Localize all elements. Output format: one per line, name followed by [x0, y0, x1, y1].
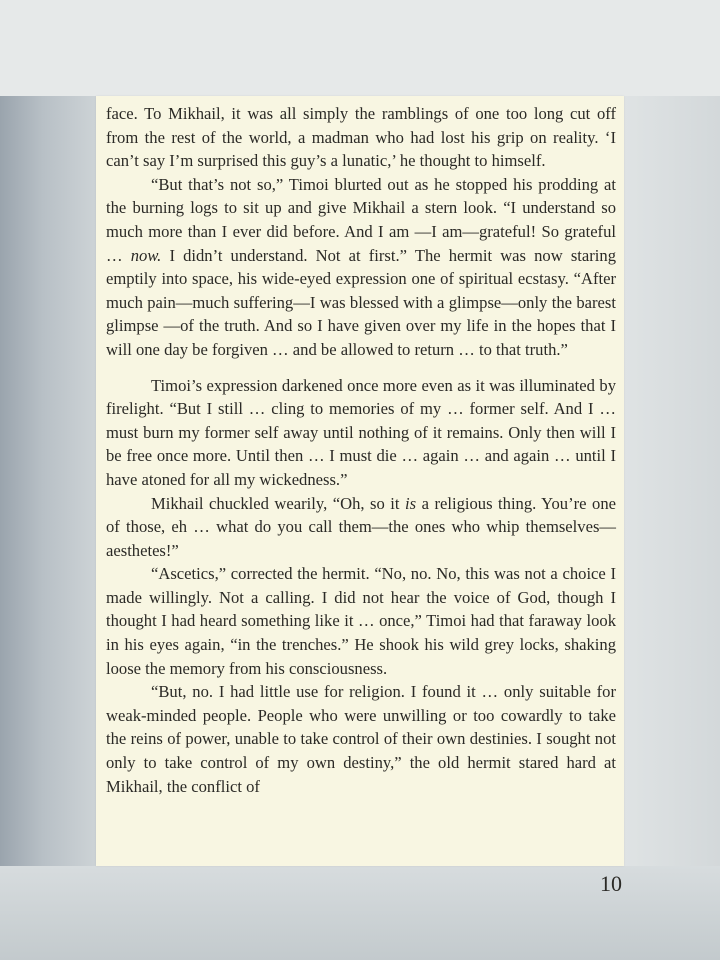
paragraph: [106, 680, 616, 798]
paragraph-text: “But, no. I had little use for religion. I found it … only suitable for weak-minded people. People who were unwilling or too cowardly to take the reins of power, unable to take control of their own destinies. I sought not only to take control of my own destiny,” the old hermit stared hard at Mikhail, the conflict of: [106, 682, 616, 796]
paragraph: [106, 492, 616, 563]
paragraph-text: Mikhail chuckled wearily, “Oh, so it: [151, 493, 406, 513]
paragraph-text: face. To Mikhail, it was all simply the ramblings of one too long cut off from the rest of the world, a madman who had lost his grip on reality. ‘I can’t say I’m surprised this guy’s a lunatic,’ he thought to himself.: [106, 104, 616, 171]
background-top: [0, 0, 720, 96]
background-left: [0, 0, 96, 960]
paragraph-text: “Ascetics,” corrected the hermit. “No, no. No, this was not a choice I made willingly. Not a calling. I did not hear the voice of God, though I thought I had heard something like it … once,” Timoi had that faraway look in his eyes again, “in the trenches.” He shook his wild grey locks, shaking loose the memory from his consciousness.: [106, 564, 616, 678]
paragraph: [106, 374, 616, 492]
page-text: [106, 102, 616, 798]
paragraph: [106, 562, 616, 680]
paragraph: [106, 173, 616, 362]
paragraph: [106, 102, 616, 173]
emphasis-text: is: [405, 493, 417, 513]
page-number: 10: [600, 871, 622, 896]
paragraph-text: Timoi’s expression darkened once more even as it was illuminated by firelight. “But I still … cling to memories of my … former self. And I … must burn my former self away until nothing of it remains. Only then will I be free once more. Until then … I must die … again … and again … until I have atoned for all my wickedness.”: [106, 375, 616, 489]
background-right: [624, 0, 720, 960]
emphasis-text: now.: [130, 245, 162, 265]
paragraph-text: a religious thing. You’re one of those, eh … what do you call them—the ones who whip themselves—aesthetes!”: [106, 493, 616, 560]
paragraph-text: I didn’t understand. Not at first.” The hermit was now staring emptily into space, his wide-eyed expression one of spiritual ecstasy. “After much pain—much suffering—I was blessed with a glimpse—only the barest glimpse —of the truth. And so I have given over my life in the hopes that I will one day be forgiven … and be allowed to return … to that truth.”: [106, 245, 616, 359]
paragraph-text: “But that’s not so,” Timoi blurted out as he stopped his prodding at the burning logs to sit up and give Mikhail a stern look. “I understand so much more than I ever did before. And I am —I am—grateful! So grateful …: [106, 174, 616, 265]
